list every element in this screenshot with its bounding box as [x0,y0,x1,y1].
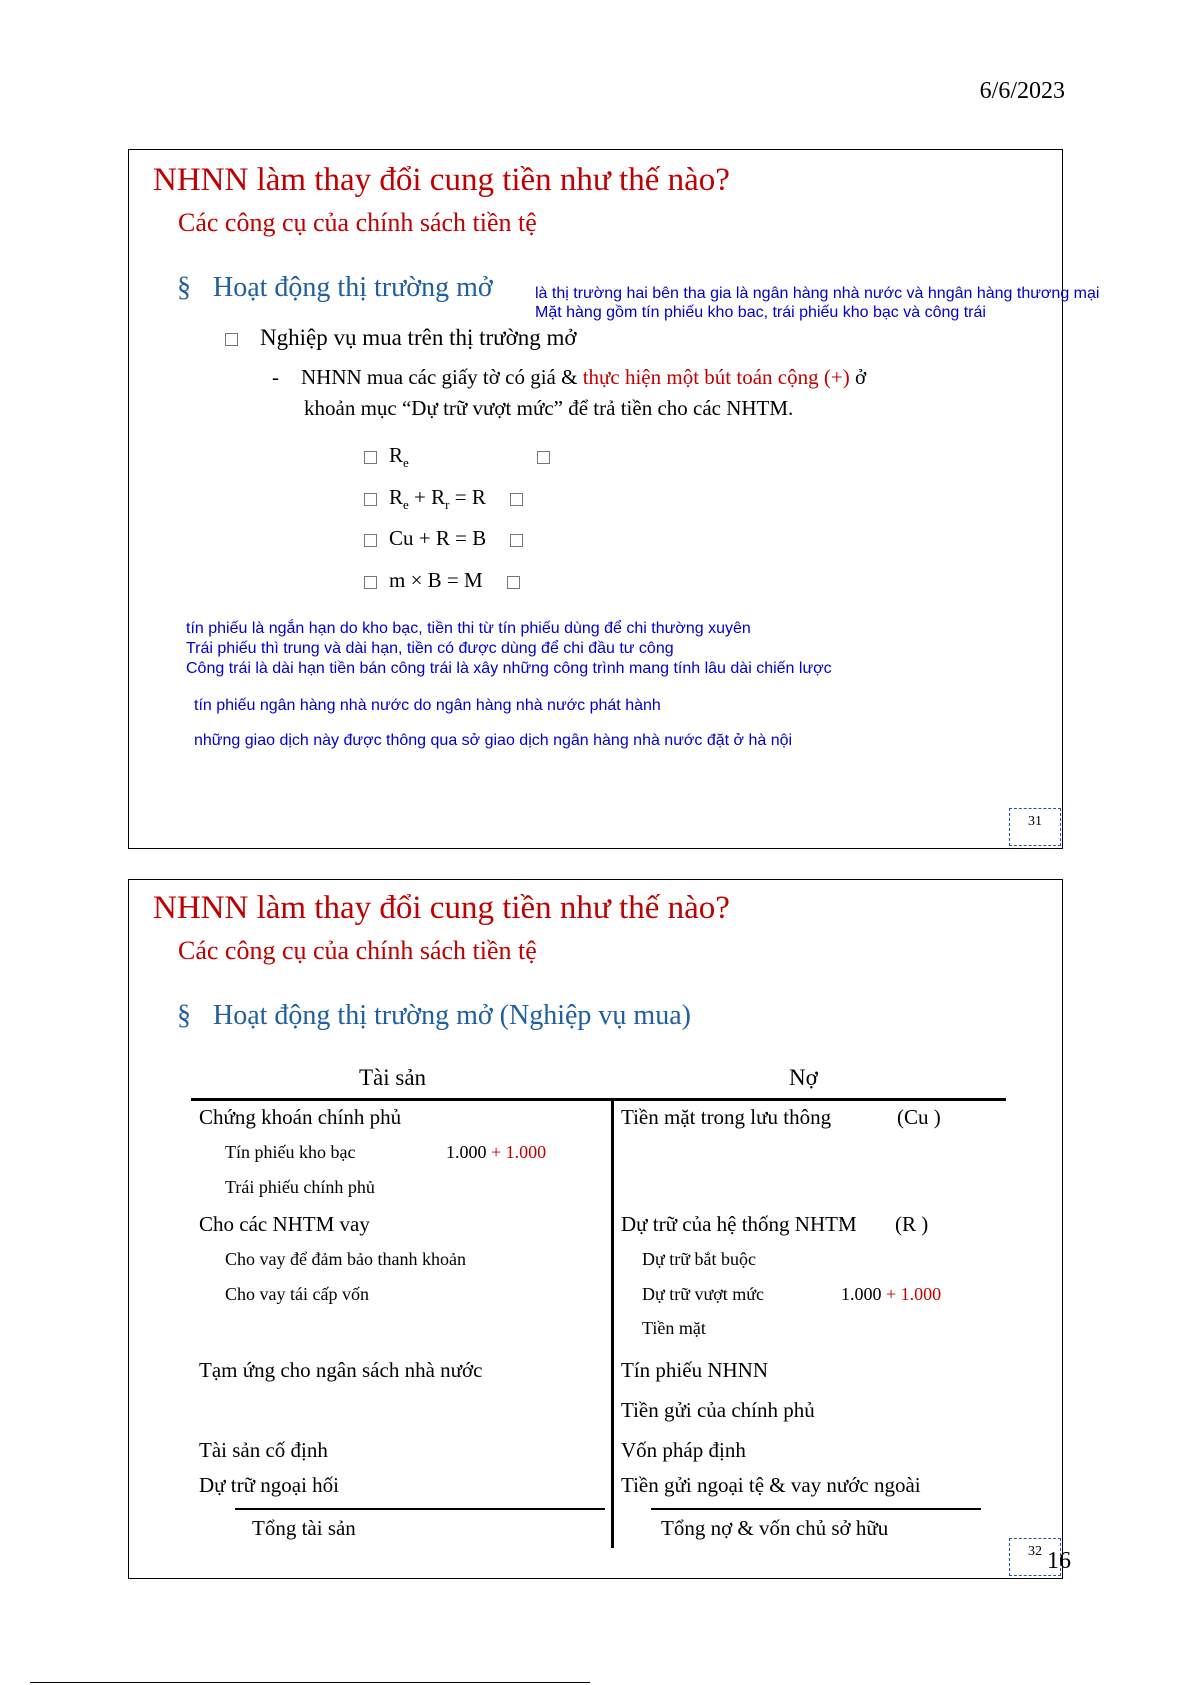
eq-rest: = R [449,485,486,509]
liability-sbv-bills: Tín phiếu NHNN [621,1358,768,1382]
annotation-market-definition: là thị trường hai bên tha gia là ngân hàng nhà nước và hngân hàng thương mại [535,285,1100,302]
eq-r: R [389,443,404,467]
liability-cash: Tiền mặt [642,1318,706,1338]
slide-31 [128,149,1100,849]
section-bullet-icon: § [177,1000,191,1031]
liability-bank-reserves: Dự trữ của hệ thống NHTM [621,1212,857,1236]
dash-item [272,365,866,390]
slide-subtitle: Các công cụ của chính sách tiền tệ [178,208,537,237]
liabilities-total-rule [651,1508,981,1510]
slide-number: 32 [1009,1538,1061,1576]
liability-currency: Tiền mặt trong lưu thông [621,1105,832,1129]
annotation-note: những giao dịch này được thông qua sở giao dịch ngân hàng nhà nước đặt ở hà nội [194,732,793,749]
annotation-note: tín phiếu là ngắn hạn do kho bạc, tiền thi từ tín phiếu dùng để chi thường xuyên [186,620,751,637]
asset-fixed-assets: Tài sản cố định [199,1438,328,1462]
checkbox-icon [364,576,377,589]
equation-re [364,443,550,471]
asset-refinancing-loans: Cho vay tái cấp vốn [225,1284,369,1304]
slide-title: NHNN làm thay đổi cung tiền như thế nào? [153,890,730,926]
change-text: + 1.000 [491,1142,547,1162]
asset-loans-to-banks: Cho các NHTM vay [199,1212,370,1236]
asset-total: Tổng tài sản [252,1516,356,1540]
bullet-open-market-purchase [177,1000,691,1032]
liability-total: Tổng nợ & vốn chủ sở hữu [661,1516,889,1540]
liability-charter-capital: Vốn pháp định [621,1438,746,1462]
annotation-market-goods: Mặt hàng gồm tín phiếu kho bac, trái phiếu kho bạc và công trái [535,304,986,321]
liability-currency-symbol: (Cu ) [897,1105,941,1129]
eq-text: Cu + R = B [389,526,487,550]
slide-32 [128,879,1063,1579]
eq-sub-r: r [445,497,450,513]
liability-excess-reserves-value [841,1284,941,1305]
liability-excess-reserves: Dự trữ vượt mức [642,1284,765,1304]
checkbox-icon [510,493,523,506]
eq-sub-e: e [403,497,409,513]
sub-item-text: Nghiệp vụ mua trên thị trường mở [260,325,577,350]
value-text: 1.000 [841,1284,882,1304]
liability-gov-deposits: Tiền gửi của chính phủ [621,1398,815,1422]
slide-number: 31 [1009,808,1061,846]
eq-text: m × B = M [389,568,483,592]
slide-title: NHNN làm thay đổi cung tiền như thế nào? [153,162,730,198]
asset-gov-securities: Chứng khoán chính phủ [199,1105,402,1129]
sub-item-purchase [225,325,577,351]
liability-reserves-symbol: (R ) [895,1212,929,1236]
section-bullet-icon: § [177,272,191,303]
change-text: + 1.000 [886,1284,942,1304]
dash-text-b: ở [849,365,867,389]
equation-monetary-base [364,526,523,551]
dash-text-a: NHNN mua các giấy tờ có giá & [301,365,583,389]
checkbox-icon [364,534,377,547]
eq-plus: + R [408,485,446,509]
bullet-open-market [177,272,493,304]
asset-gov-bonds: Trái phiếu chính phủ [225,1177,375,1197]
footer-rule [30,1682,590,1683]
checkbox-icon [510,534,523,547]
assets-total-rule [235,1508,605,1510]
dash-text-highlight: thực hiện một bút toán cộng (+) [582,365,850,389]
equation-reserves [364,485,523,513]
dash-item-continuation: khoản mục “Dự trữ vượt mức” để trả tiền cho các NHTM. [304,396,794,420]
liability-required-reserves: Dự trữ bắt buộc [642,1249,756,1269]
liabilities-header: Nợ [789,1065,818,1090]
checkbox-icon [364,451,377,464]
checkbox-icon [507,576,520,589]
t-account-divider [611,1098,614,1548]
equation-money-supply [364,568,520,593]
annotation-note: tín phiếu ngân hàng nhà nước do ngân hàng nhà nước phát hành [194,697,661,714]
asset-liquidity-loans: Cho vay để đảm bảo thanh khoản [225,1249,466,1269]
eq-sub-e: e [403,455,409,471]
bullet-text: Hoạt động thị trường mở (Nghiệp vụ mua) [213,1000,691,1031]
dash-icon: - [272,365,279,389]
checkbox-icon [364,493,377,506]
assets-header: Tài sản [359,1065,427,1090]
asset-treasury-bills: Tín phiếu kho bạc [225,1142,356,1162]
annotation-note: Trái phiếu thì trung và dài hạn, tiền có được dùng để chi đầu tư công [186,640,674,657]
liability-fx-deposits: Tiền gửi ngoại tệ & vay nước ngoài [621,1473,921,1497]
value-text: 1.000 [446,1142,487,1162]
t-account-top-rule [191,1098,1006,1101]
asset-fx-reserves: Dự trữ ngoại hối [199,1473,339,1497]
eq-r1: R [389,485,404,509]
asset-budget-advances: Tạm ứng cho ngân sách nhà nước [199,1358,483,1382]
bullet-text: Hoạt động thị trường mở [213,272,493,303]
asset-treasury-bills-value [446,1142,546,1163]
annotation-note: Công trái là dài hạn tiền bán công trái là xây những công trình mang tính lâu dài chiến lược [186,660,832,677]
page-number: 16 [1047,1548,1071,1574]
slide-subtitle: Các công cụ của chính sách tiền tệ [178,936,537,965]
checkbox-icon [537,451,550,464]
checkbox-icon [225,333,238,346]
page-date: 6/6/2023 [979,78,1065,104]
